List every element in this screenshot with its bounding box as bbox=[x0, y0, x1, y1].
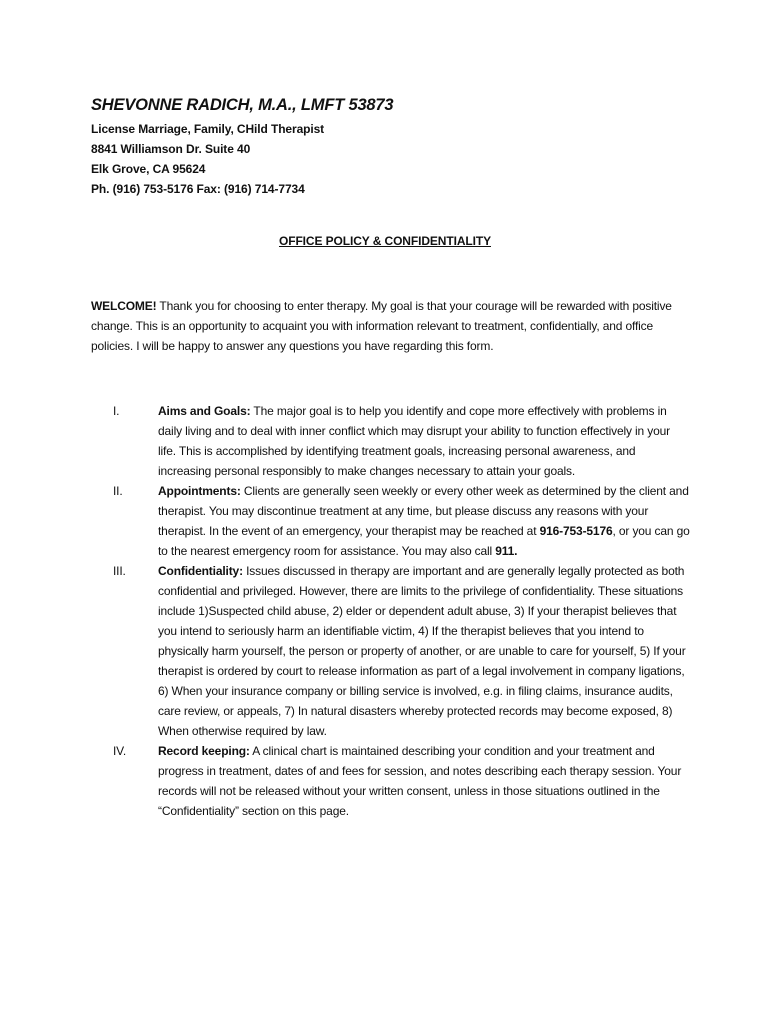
therapist-name: SHEVONNE RADICH, M.A., LMFT 53873 bbox=[91, 96, 394, 114]
therapist-credential: License Marriage, Family, CHild Therapist bbox=[91, 122, 325, 136]
section-label: Confidentiality: bbox=[158, 564, 243, 578]
section-numeral: II. bbox=[113, 484, 123, 498]
phone-fax: Ph. (916) 753-5176 Fax: (916) 714-7734 bbox=[91, 182, 305, 196]
welcome-lead: WELCOME! bbox=[91, 299, 157, 313]
section-label: Record keeping: bbox=[158, 744, 250, 758]
document-title: OFFICE POLICY & CONFIDENTIALITY bbox=[278, 234, 491, 248]
section-text: Clients are generally seen weekly or every other week as determined by the client and therapist. You may discontinue treatment at any time, but please discuss any reasons with your therapist. In the event of an emergency, your therapist may be reached at bbox=[158, 484, 689, 538]
section-text: A clinical chart is maintained describing your condition and your treatment and progress in treatment, dates of and fees for session, and notes describing each therapy session. Your records will not be released without your written consent, unless in those situations outlined in the “Confidentiality” section on this page. bbox=[158, 744, 682, 818]
section-label: Aims and Goals: bbox=[158, 404, 251, 418]
section-numeral: IV. bbox=[113, 744, 127, 758]
section-numeral: I. bbox=[113, 404, 120, 418]
emergency-number: 911. bbox=[495, 544, 518, 558]
section-text: The major goal is to help you identify and cope more effectively with problems in daily living and to deal with inner conflict which may disrupt your ability to function effectively in your life. This is accomplished by identifying treatment goals, increasing personal awareness, and increasing personal responsibly to make changes necessary to attain your goals. bbox=[158, 404, 670, 478]
section-label: Appointments: bbox=[158, 484, 241, 498]
welcome-text: Thank you for choosing to enter therapy. My goal is that your courage will be rewarded with positive change. This is an opportunity to acquaint you with information relevant to treatment, confidentially, and office policies. I will be happy to answer any questions you have regarding this form. bbox=[91, 299, 672, 353]
section-aims-and-goals bbox=[91, 401, 691, 481]
address-line-2: Elk Grove, CA 95624 bbox=[91, 162, 206, 176]
section-confidentiality bbox=[91, 561, 691, 741]
section-text-continued: , or you can go to the nearest emergency room for assistance. You may also call bbox=[158, 524, 690, 558]
section-appointments bbox=[91, 481, 691, 561]
policy-sections bbox=[91, 401, 691, 821]
section-record-keeping bbox=[91, 741, 691, 821]
section-numeral: III. bbox=[113, 564, 126, 578]
therapist-phone: 916-753-5176 bbox=[539, 524, 613, 538]
letterhead bbox=[91, 94, 691, 199]
welcome-paragraph bbox=[91, 296, 691, 356]
section-text: Issues discussed in therapy are important and are generally legally protected as both confidential and privileged. However, there are limits to the privilege of confidentiality. These situations include 1)Suspected child abuse, 2) elder or dependent adult abuse, 3) If your therapist believes that you intend to seriously harm an identifiable victim, 4) If the therapist believes that you intend to physically harm yourself, the person or property of another, or are unable to care for yourself, 5) If your therapist is ordered by court to release information as part of a legal involvement in company ligations, 6) When your insurance company or billing service is involved, e.g. in filing claims, insurance audits, care review, or appeals, 7) In natural disasters whereby protected records may become exposed, 8) When otherwise required by law. bbox=[158, 564, 686, 738]
address-line-1: 8841 Williamson Dr. Suite 40 bbox=[91, 142, 251, 156]
